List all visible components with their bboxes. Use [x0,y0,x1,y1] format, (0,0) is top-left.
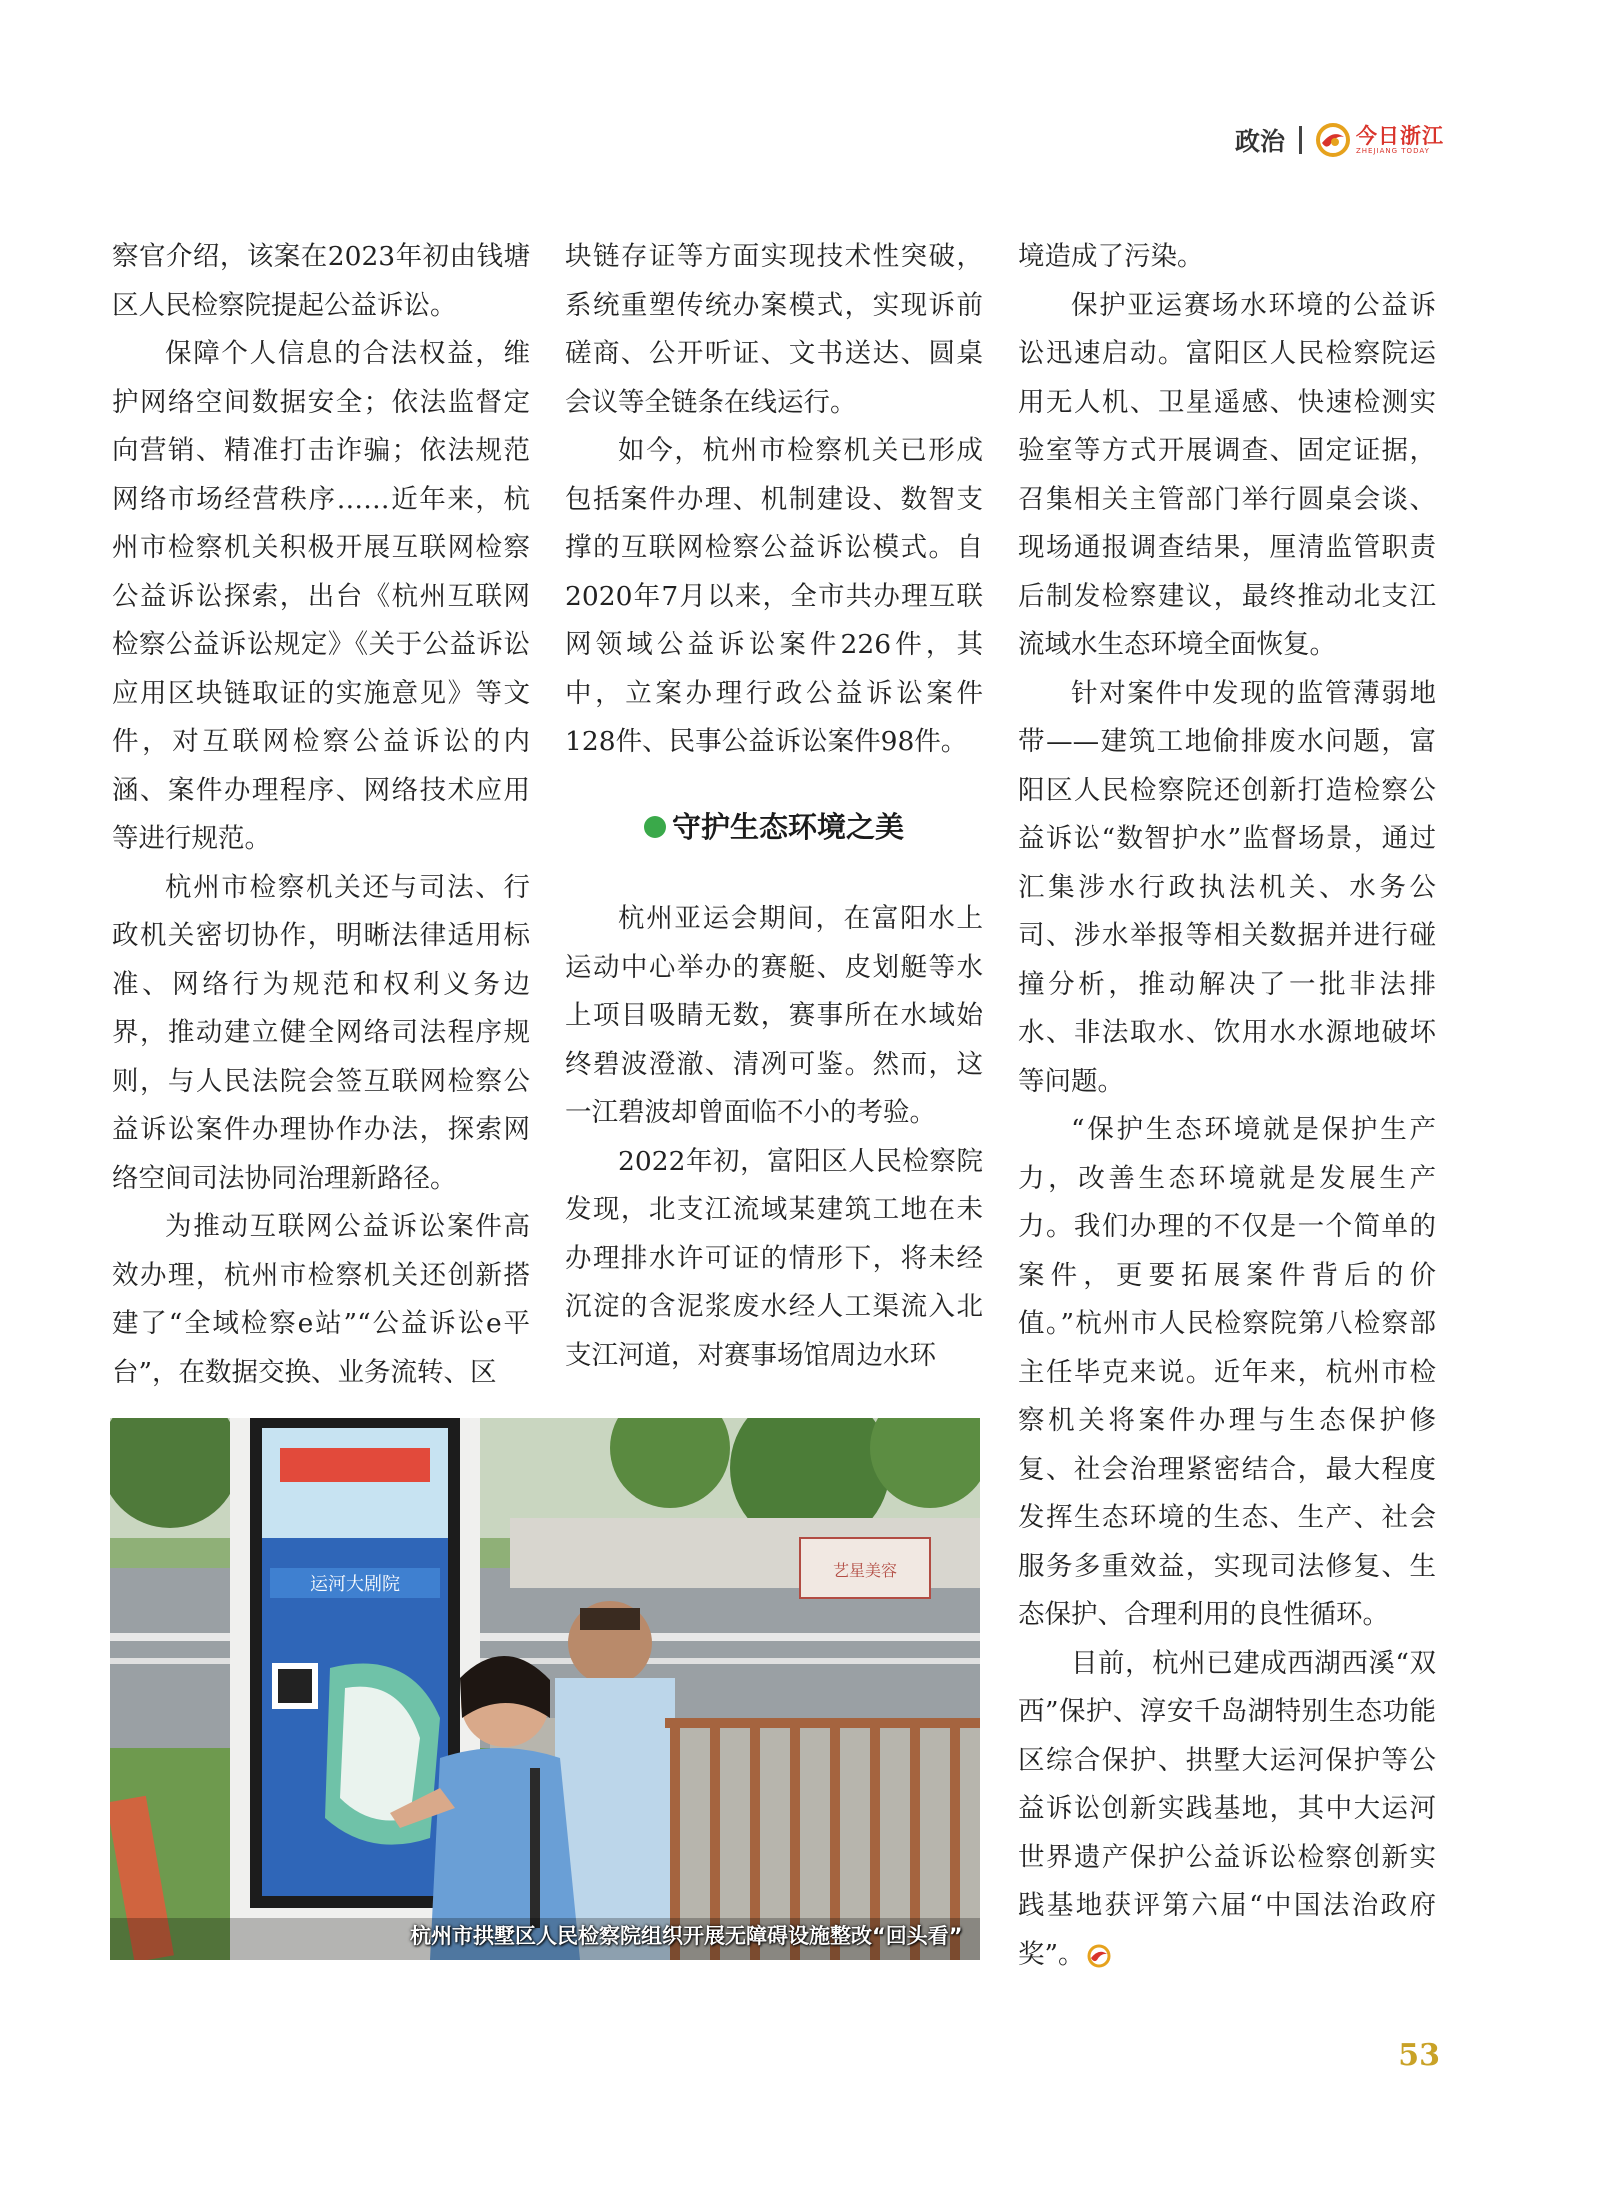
paragraph: 保护亚运赛场水环境的公益诉讼迅速启动。富阳区人民检察院运用无人机、卫星遥感、快速检测实验室等方式开展调查、固定证据，召集相关主管部门举行圆桌会谈、现场通报调查结果，厘清监管职责后制发检察建议，最终推动北支江流域水生态环境全面恢复。 [1018,289,1436,660]
swirl-logo-icon [1316,123,1350,157]
magazine-logo [1316,123,1444,157]
end-mark-icon [1087,1944,1111,1968]
text-column-1 [112,233,530,1397]
paragraph: 杭州市检察机关还与司法、行政机关密切协作，明晰法律适用标准、网络行为规范和权利义务边界，推动建立健全网络司法程序规则，与人民法院会签互联网检察公益诉讼案件办理协作办法，探索网络空间司法协同治理新路径。 [112,871,530,1194]
paragraph: 为推动互联网公益诉讼案件高效办理，杭州市检察机关还创新搭建了“全域检察e站”“公益诉讼e平台”，在数据交换、业务流转、区 [112,1211,530,1388]
paragraph: “保护生态环境就是保护生产力，改善生态环境就是发展生产力。我们办理的不仅是一个简单的案件，更要拓展案件背后的价值。”杭州市人民检察院第八检察部主任毕克来说。近年来，杭州市检察机关将案件办理与生态保护修复、社会治理紧密结合，最大程度发挥生态环境的生态、生产、社会服务多重效益，实现司法修复、生态保护、合理利用的良性循环。 [1018,1114,1436,1630]
page-header [1235,118,1444,162]
logo-subtext: ZHEJIANG TODAY [1356,147,1430,155]
page-number: 53 [1398,2038,1440,2073]
paragraph: 如今，杭州市检察机关已形成包括案件办理、机制建设、数智支撑的互联网检察公益诉讼模式。自2020年7月以来，全市共办理互联网领域公益诉讼案件226件，其中，立案办理行政公益诉讼案件128件、民事公益诉讼案件98件。 [565,435,983,757]
billboard-text: 艺星美容 [832,1561,898,1580]
article-photo [110,1418,980,1960]
paragraph: 境造成了污染。 [1018,241,1204,272]
logo-text: 今日浙江 [1356,123,1444,148]
paragraph: 杭州亚运会期间，在富阳水上运动中心举办的赛艇、皮划艇等水上项目吸睛无数，赛事所在水域始终碧波澄澈、清冽可鉴。然而，这一江碧波却曾面临不小的考验。 [565,903,983,1128]
paragraph: 针对案件中发现的监管薄弱地带——建筑工地偷排废水问题，富阳区人民检察院还创新打造检察公益诉讼“数智护水”监督场景，通过汇集涉水行政执法机关、水务公司、涉水举报等相关数据并进行碰撞分析，推动解决了一批非法排水、非法取水、饮用水水源地破坏等问题。 [1018,677,1436,1097]
text-column-3 [1018,233,1436,1979]
text-column-2 [565,233,983,1380]
paragraph-text: 目前，杭州已建成西湖西溪“双西”保护、淳安千岛湖特别生态功能区综合保护、拱墅大运河保护等公益诉讼创新实践基地，其中大运河世界遗产保护公益诉讼检察创新实践基地获评第六届“中国法治政府奖”。 [1018,1647,1436,1970]
paragraph: 块链存证等方面实现技术性突破，系统重塑传统办案模式，实现诉前磋商、公开听证、文书送达、圆桌会议等全链条在线运行。 [565,241,983,418]
photo-caption: 杭州市拱墅区人民检察院组织开展无障碍设施整改“回头看” [410,1924,963,1948]
header-divider [1299,126,1302,154]
paragraph-final [1018,1640,1436,1980]
paragraph: 2022年初，富阳区人民检察院发现，北支江流域某建筑工地在未办理排水许可证的情形下，将未经沉淀的含泥浆废水经人工渠流入北支江河道，对赛事场馆周边水环 [565,1145,983,1371]
screen-title: 运河大剧院 [310,1574,400,1595]
section-subheading [565,803,983,852]
paragraph: 察官介绍，该案在2023年初由钱塘区人民检察院提起公益诉讼。 [112,241,530,321]
paragraph: 保障个人信息的合法权益，维护网络空间数据安全；依法监督定向营销、精准打击诈骗；依法规范网络市场经营秩序……近年来，杭州市检察机关积极开展互联网检察公益诉讼探索，出台《杭州互联网检察公益诉讼规定》《关于公益诉讼应用区块链取证的实施意见》等文件，对互联网检察公益诉讼的内涵、案件办理程序、网络技术应用等进行规范。 [112,338,530,854]
subheading-text: 守护生态环境之美 [671,809,904,844]
section-name: 政治 [1234,127,1285,156]
green-dot-icon [644,816,666,838]
photo-illustration [110,1418,980,1960]
